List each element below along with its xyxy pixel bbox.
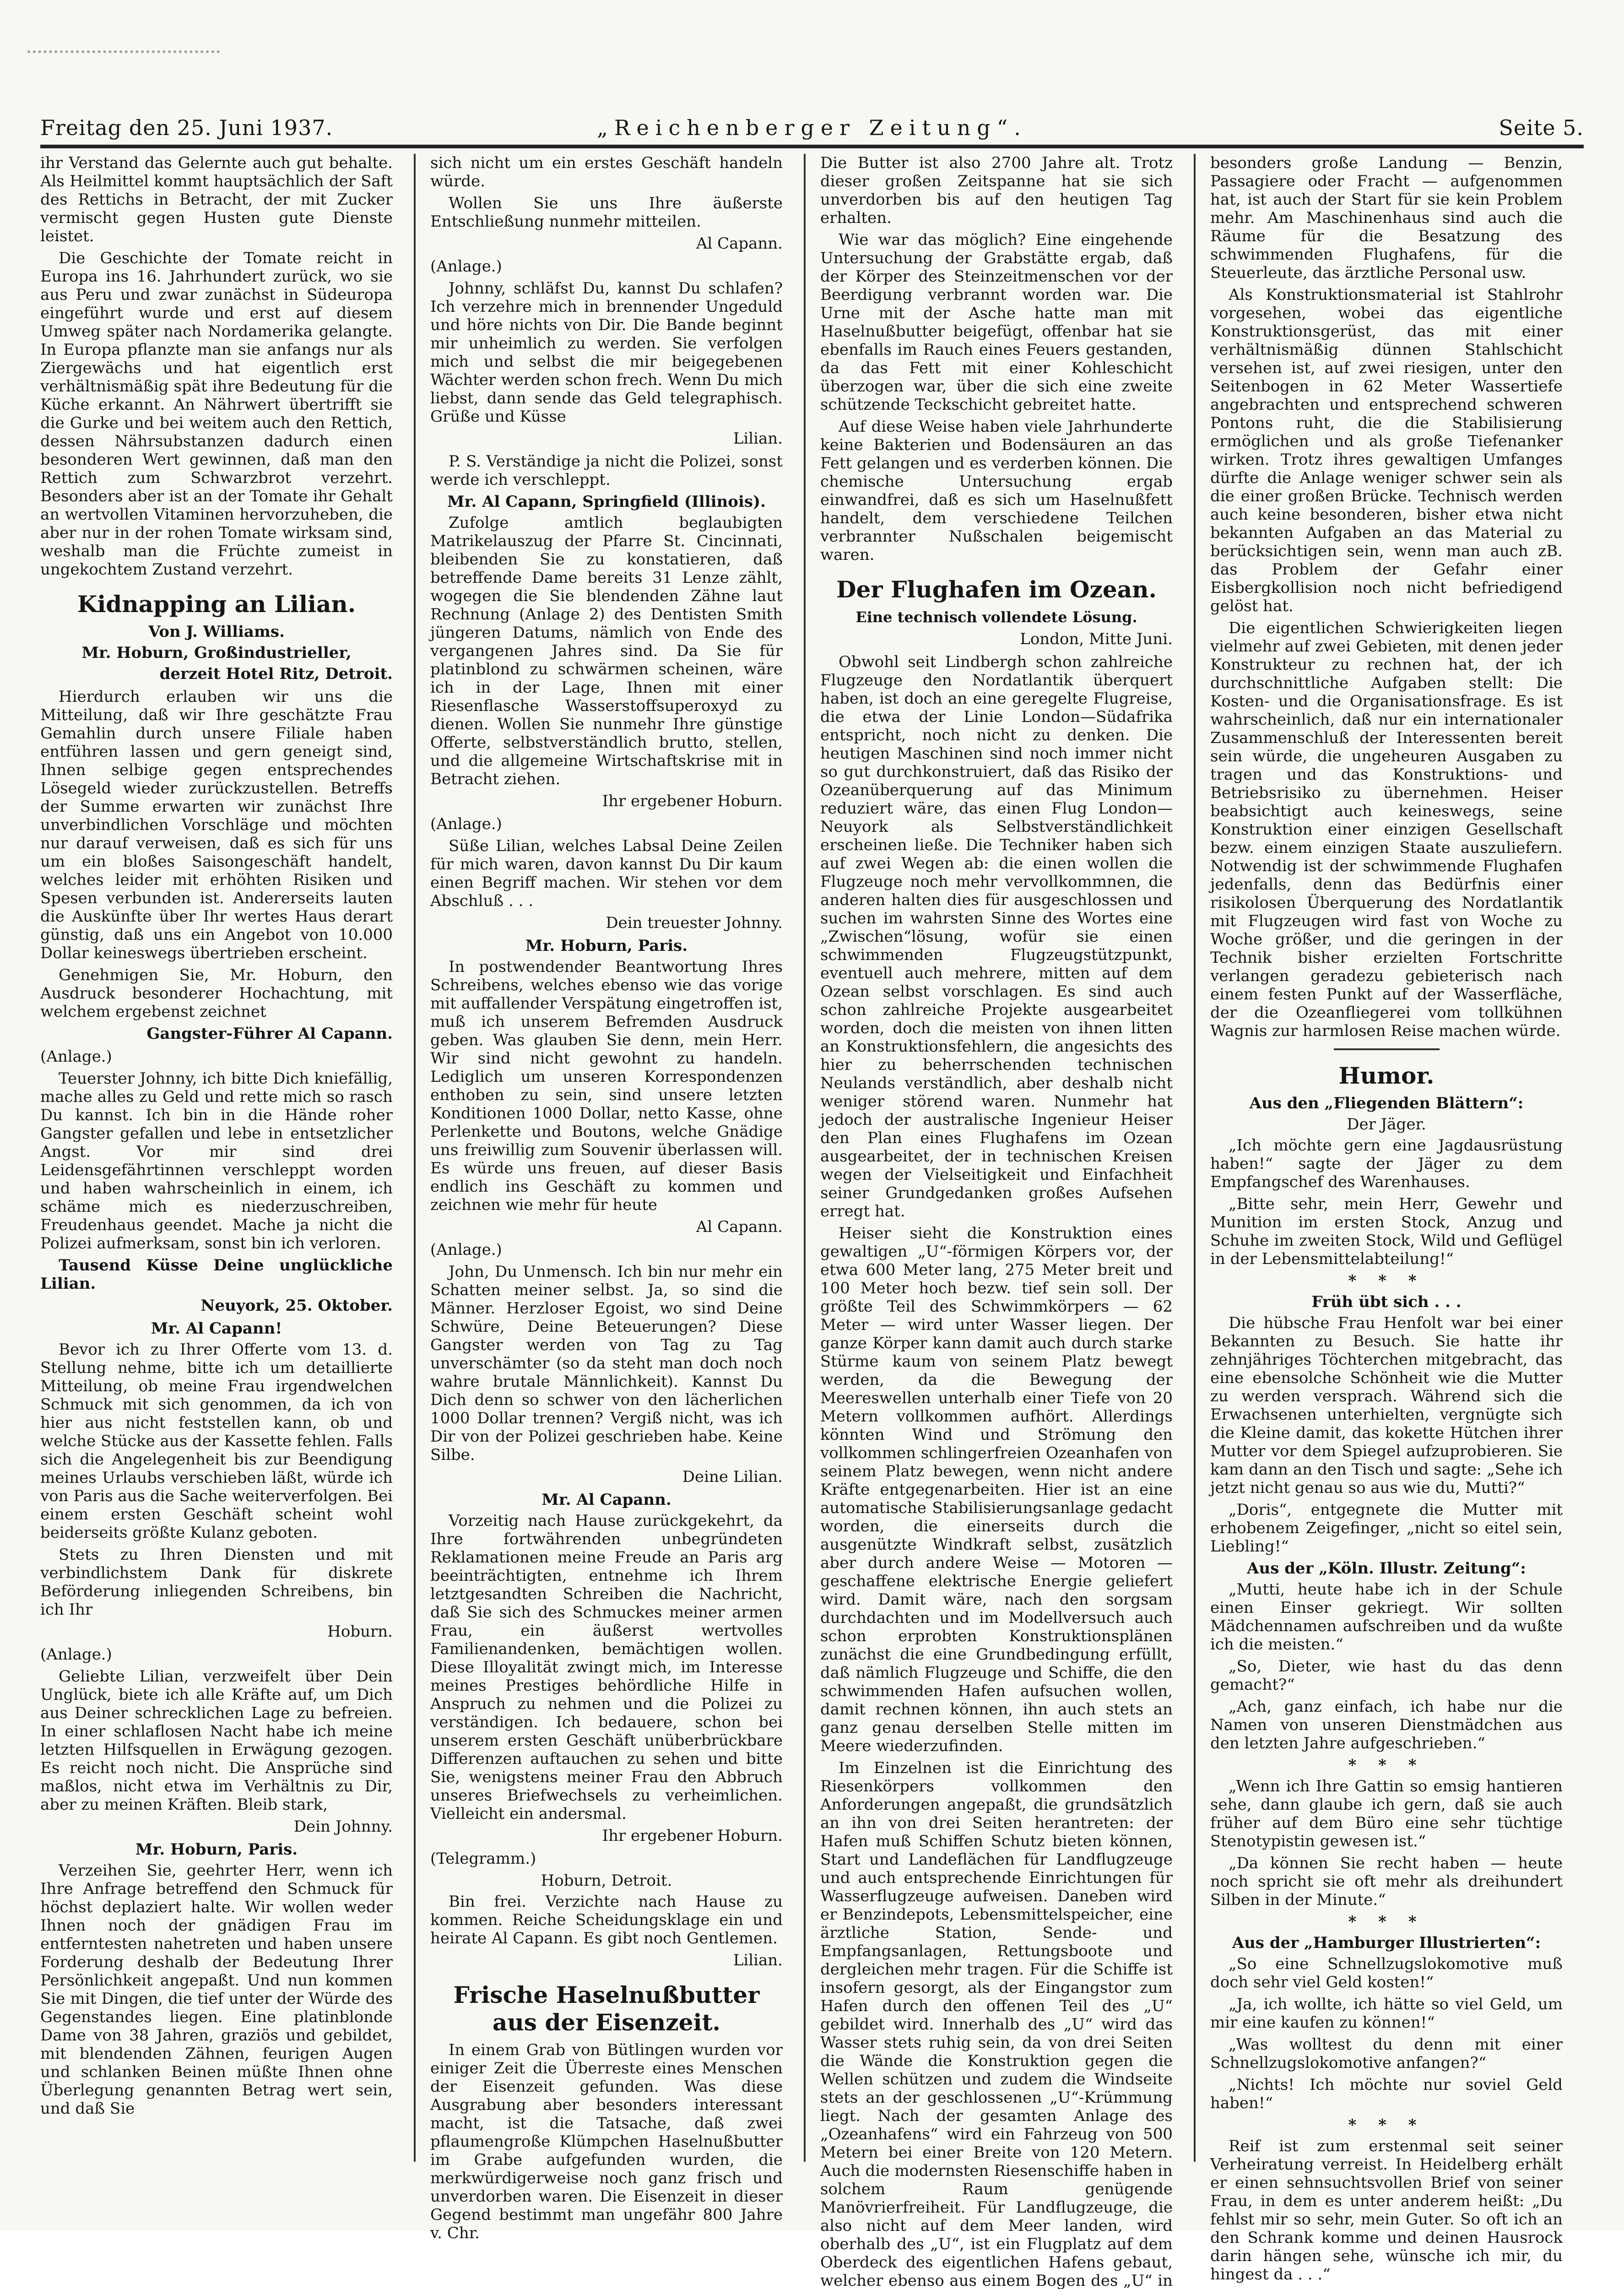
- header-date: Freitag den 25. Juni 1937.: [40, 115, 333, 140]
- separator-stars: * * *: [1348, 2116, 1425, 2134]
- paragraph: Süße Lilian, welches Labsal Deine Zeilen für mich waren, davon kannst Du Dir kaum einen Begriff machen. Wir stehen vor dem Abschluß . . .: [430, 837, 783, 910]
- paragraph: Bin frei. Verzichte nach Hause zu kommen. Reiche Scheidungsklage ein und heirate Al Capann. Es gibt noch Gentlemen.: [430, 1893, 783, 1947]
- column-1: [40, 154, 393, 2162]
- paragraph: Heiser sieht die Konstruktion eines gewaltigen „U“-förmigen Körpers vor, der etwa 600 Meter lang, 275 Meter breit und 100 Meter hoch bezw. tief sein soll. Der größte Teil des Schwimmkörpers — 62 Meter — wird unter Wasser liegen. Der ganze Körper kann damit auch durch starke Stürme kaum von seinem Platz bewegt werden, da die Bewegung der Meereswellen unterhalb einer Tiefe von 20 Metern vollkommen aufhört. Allerdings könnten Wind und Strömung den vollkommen schlingerfreien Ozeanhafen von seinem Platz bewegen, wenn nicht andere Kräfte entgegenarbeiten. Hier ist an eine automatische Stabilisierungsanlage gedacht worden, die einerseits durch die ausgenützte Windkraft selbst, zusätzlich aber durch andere Weise — Motoren — geschaffene elektrische Energie geliefert wird. Damit wäre, nach den sorgsam durchdachten und im Modellversuch auch schon erprobten Konstruktionsplänen zunächst die eine Grundbedingung erfüllt, daß nämlich Flugzeuge und Schiffe, die den schwimmenden Hafen aufsuchen wollen, damit rechnen können, ihn auch stets an ganz genau derselben Stelle mitten im Meere wiederzufinden.: [820, 1224, 1173, 1755]
- column-rule: [1194, 154, 1196, 2162]
- paragraph: „Ach, ganz einfach, ich habe nur die Namen von unseren Dienstmädchen aus den letzten Jahre aufgeschrieben.“: [1210, 1698, 1563, 1752]
- paragraph: ihr Verstand das Gelernte auch gut behalte. Als Heilmittel kommt hauptsächlich der Saft des Rettichs in Betracht, der mit Zucker vermischt gegen Husten gute Dienste leistet.: [40, 154, 393, 245]
- paragraph: Verzeihen Sie, geehrter Herr, wenn ich Ihre Anfrage betreffend den Schmuck für höchst deplaziert halte. Wir wollen weder Ihnen noch der gnädigen Frau im entferntesten nahetreten und haben unsere Forderung deshalb der Bedeutung Ihrer Persönlichkeit angepaßt. Und nun kommen Sie mit Dingen, die tief unter der Würde des Gegenstandes liegen. Eine platinblonde Dame von 38 Jahren, graziös und gebildet, mit blendenden Zähnen, feurigen Augen und schlanken Beinen müßte Ihnen ohne Überlegung genannten Betrag wert sein, und daß Sie: [40, 1861, 393, 2118]
- letter-signature: Al Capann.: [696, 234, 783, 253]
- paragraph: „Doris“, entgegnete die Mutter mit erhobenem Zeigefinger, „nicht so eitel sein, Liebling!“: [1210, 1501, 1563, 1556]
- letter-signature: Lilian.: [733, 1951, 783, 1969]
- header-masthead: „Reichenberger Zeitung“.: [597, 115, 1027, 140]
- section-divider: [1334, 1048, 1440, 1050]
- section-headline: Humor.: [1338, 1062, 1435, 1089]
- paragraph: Die Geschichte der Tomate reicht in Europa ins 16. Jahrhundert zurück, wo sie aus Peru und zwar zunächst in Südeuropa eingeführt wurde und erst auf diesem Umweg später nach Nordamerika gelangte. In Europa pflanzte man sie anfangs nur als Ziergewächs und hat eigentlich erst verhältnismäßig spät ihre Bedeutung für die Küche erkannt. An Nährwert übertrifft sie die Gurke und bei weitem auch den Rettich, dessen Nährsubstanzen dadurch einen besonderen Wert gewinnen, daß man den Rettich zum Schwarzbrot verzehrt. Besonders aber ist an der Tomate ihr Gehalt an wertvollen Vitaminen hervorzuheben, die aber nur in der rohen Tomate wirksam sind, weshalb man die Früchte zumeist in ungekochtem Zustand verzehrt.: [40, 249, 393, 579]
- paragraph: „Ja, ich wollte, ich hätte so viel Geld, um mir eine kaufen zu können!“: [1210, 1995, 1563, 2032]
- letter-signature: Dein treuester Johnny.: [606, 914, 783, 932]
- enclosure-label: (Anlage.): [430, 815, 502, 833]
- paragraph: Hierdurch erlauben wir uns die Mitteilung, daß wir Ihre geschätzte Frau Gemahlin durch unsere Filiale haben entführen lassen und gern geneigt sind, Ihnen selbige gegen entsprechendes Lösegeld wieder zurückzustellen. Betreffs der Summe erwarten wir zunächst Ihre unverbindlichen Vorschläge und möchten nur darauf verweisen, daß es sich für uns um ein bloßes Saisongeschäft handelt, welches leider mit erhöhten Risiken und Spesen verbunden ist. Andererseits lauten die Auskünfte über Ihr wertes Haus derart günstig, daß uns ein Angebot von 10.000 Dollar keineswegs übertrieben erscheint.: [40, 688, 393, 962]
- paragraph: „So, Dieter, wie hast du das denn gemacht?“: [1210, 1657, 1563, 1694]
- paragraph: In postwendender Beantwortung Ihres Schreibens, welches ebenso wie das vorige mit auffallender Verspätung eingetroffen ist, muß ich unserem Befremden Ausdruck geben. Was glauben Sie denn, mein Herr. Wir sind nicht gewohnt zu handeln. Lediglich um unseren Korrespondenzen enthoben zu sein, sind unsere letzten Konditionen 1000 Dollar, netto Kasse, ohne Perlenkette und Boutons, welche Gnädige uns freiwillig zum Souvenir überlassen will. Es würde uns freuen, auf dieser Basis endlich ins Geschäft zu kommen und zeichnen wie mehr für heute: [430, 958, 783, 1214]
- joke-source: Aus der „Köln. Illustr. Zeitung“:: [1247, 1559, 1526, 1578]
- letter-signature: Tausend Küsse Deine unglückliche Lilian.: [40, 1256, 393, 1293]
- enclosure-label: (Anlage.): [40, 1645, 112, 1664]
- paragraph: Genehmigen Sie, Mr. Hoburn, den Ausdruck besonderer Hochachtung, mit welchem ergebenst zeichnet: [40, 966, 393, 1021]
- letter-address: Mr. Hoburn, Paris.: [135, 1840, 298, 1859]
- scan-artifact: [27, 32, 220, 53]
- enclosure-label: (Anlage.): [430, 257, 502, 276]
- joke-source: Aus den „Fliegenden Blättern“:: [1249, 1094, 1524, 1112]
- article-headline: Der Flughafen im Ozean.: [836, 576, 1157, 603]
- paragraph: Als Konstruktionsmaterial ist Stahlrohr vorgesehen, wobei das eigentliche Konstruktionsgerüst, das mit einer verhältnismäßig dünnen Stahlschicht versehen ist, auf zwei riesigen, unter den Seitenbogen in 62 Meter Wassertiefe angebrachten und entsprechend schweren Pontons ruht, die die Stabilisierung ermöglichen und als große Tiefenanker wirken. Trotz ihres gewaltigen Umfanges dürfte die Anlage weniger schwer sein als die einer großen Brücke. Technisch werden auch keine besonderen, bisher etwa nicht bekannten Aufgaben an das Material zu berücksichtigen sein, wenn man auch zB. das Problem der Gefahr einer Eisbergkollision noch nicht befriedigend gelöst hat.: [1210, 286, 1563, 615]
- paragraph: Die eigentlichen Schwierigkeiten liegen vielmehr auf zwei Gebieten, mit denen jeder Konstrukteur zu rechnen hat, der ich durchschnittliche Aufgaben stellt: Die Kosten- und die Organisationsfrage. Es ist wahrscheinlich, daß nur ein internationaler Zusammenschluß der Interessenten bereit sein würde, die ungeheuren Ausgaben zu tragen und das Konstruktions- und Betriebsrisiko zu übernehmen. Heiser beabsichtigt auch keineswegs, seine Konstruktion einer einzigen Gesellschaft bezw. einem einzigen Staate auszuliefern. Notwendig ist der schwimmende Flughafen jedenfalls, denn das Bedürfnis einer risikolosen Überquerung des Nordatlantik mit Flugzeugen wird fast von Woche zu Woche größer, und die geringen in der Technik bisher erzielten Fortschritte verlangen geradezu gebieterisch nach einem festen Punkt auf der Wasserfläche, der die Ozeanfliegerei vom tollkühnen Wagnis zur harmlosen Reise machen würde.: [1210, 619, 1563, 1040]
- paragraph: Die hübsche Frau Henfolt war bei einer Bekannten zu Besuch. Sie hatte ihr zehnjähriges Töchterchen mitgebracht, das eine ebensolche Schönheit wie die Mutter zu werden versprach. Während sich die Erwachsenen unterhielten, vergnügte sich die Kleine damit, das kokette Hütchen ihrer Mutter vor dem Spiegel aufzuprobieren. Sie kam dann an den Tisch und sagte: „Sehe ich jetzt nicht genau so aus wie du, Mutti?“: [1210, 1314, 1563, 1497]
- paragraph: Wollen Sie uns Ihre äußerste Entschließung nunmehr mitteilen.: [430, 194, 783, 231]
- enclosure-label: (Telegramm.): [430, 1850, 536, 1868]
- separator-stars: * * *: [1348, 1913, 1425, 1931]
- paragraph: Auf diese Weise haben viele Jahrhunderte keine Bakterien und Bodensäuren an das Fett gelangen und es verderben können. Die chemische Untersuchung ergab einwandfrei, daß es sich um Haselnußfett handelt, dem verschiedene Teilchen verbrannter Nußschalen beigemischt waren.: [820, 418, 1173, 564]
- paragraph: „Da können Sie recht haben — heute noch spricht sie oft mehr als dreihundert Silben in der Minute.“: [1210, 1854, 1563, 1909]
- paragraph: John, Du Unmensch. Ich bin nur mehr ein Schatten meiner selbst. Ja, so sind die Männer. Herzloser Egoist, wo sind Deine Schwüre, Deine Beteuerungen? Diese Gangster werden von Tag zu Tag unverschämter (so da steht man doch noch wahre brutale Männlichkeit). Kannst Du Dich denn so schwer von den lächerlichen 1000 Dollar trennen? Vergiß nicht, was ich Dir von der Polizei geschrieben habe. Keine Silbe.: [430, 1263, 783, 1464]
- dateline: London, Mitte Juni.: [1020, 630, 1173, 648]
- paragraph: „Mutti, heute habe ich in der Schule einen Einser gekriegt. Wir sollten Mädchennamen aufschreiben und da wußte ich die meisten.“: [1210, 1580, 1563, 1654]
- paragraph: Bevor ich zu Ihrer Offerte vom 13. d. Stellung nehme, bitte ich um detaillierte Mitteilung, ob meine Frau irgendwelchen Schmuck mit sich genommen, da ich von hier aus nicht feststellen kann, ob und welche Stücke aus der Kassette fehlen. Falls sich die Angelegenheit bis zur Beendigung meines Urlaubs verschieben läßt, würde ich von Paris aus die Sache weiterverfolgen. Bei einem ersten Geschäft scheint wohl beiderseits größte Kulanz geboten.: [40, 1340, 393, 1542]
- column-4: [1210, 154, 1563, 2284]
- column-rule: [804, 154, 806, 2162]
- paragraph: Obwohl seit Lindbergh schon zahlreiche Flugzeuge den Nordatlantik überquert haben, ist doch an eine geregelte Flugreise, die etwa der Linie London—Südafrika entspricht, noch nicht zu denken. Die heutigen Maschinen sind noch immer nicht so gut durchkonstruiert, daß das Risiko der Ozeanüberquerung auf das Minimum reduziert wäre, das einen Flug London—Neuyork als Selbstverständlichkeit erscheinen ließe. Die Techniker haben sich auf zwei Wegen ab: die einen wollen die Flugzeuge noch mehr vervollkommnen, die anderen halten dies für ausgeschlossen und suchen im wahrsten Sinne des Wortes eine „Zwischen“lösung, wofür sie einen schwimmenden Flugzeugstützpunkt, eventuell auch mehrere, mitten auf dem Ozean selbst vorschlagen. Es sind auch schon zahlreiche Projekte ausgearbeitet worden, doch die meisten von ihnen litten an Konstruktionsfehlern, die angesichts des hier zu beherrschenden technischen Neulands verständlich, aber deshalb nicht weniger störend waren. Nunmehr hat jedoch der australische Ingenieur Heiser den Plan eines Flughafens im Ozean ausgearbeitet, der in technischen Kreisen wegen der Vielseitigkeit und Einfachheit seiner Grundgedanken großes Aufsehen erregt hat.: [820, 653, 1173, 1220]
- page-header: [40, 105, 1584, 148]
- paragraph: „So eine Schnellzugslokomotive muß doch sehr viel Geld kosten!“: [1210, 1955, 1563, 1991]
- letter-address: Mr. Al Capann, Springfield (Illinois).: [447, 493, 766, 511]
- separator-stars: * * *: [1348, 1756, 1425, 1774]
- article-headline: Kidnapping an Lilian.: [77, 591, 356, 618]
- letter-address: Mr. Hoburn, Paris.: [525, 937, 688, 955]
- enclosure-label: (Anlage.): [430, 1241, 502, 1259]
- column-2: [430, 154, 783, 2242]
- paragraph: „Wenn ich Ihre Gattin so emsig hantieren sehe, dann glaube ich gern, daß sie auch früher auf dem Büro eine sehr tüchtige Stenotypistin gewesen ist.“: [1210, 1777, 1563, 1850]
- article-headline: Frische Haselnußbutter aus der Eisenzeit.: [453, 1981, 760, 2036]
- paragraph: Stets zu Ihren Diensten und mit verbindlichstem Dank für diskrete Beförderung inliegenden Schreibens, bin ich Ihr: [40, 1546, 393, 1619]
- paragraph: P. S. Verständige ja nicht die Polizei, sonst werde ich verschleppt.: [430, 452, 783, 489]
- letter-address: Mr. Al Capann.: [541, 1491, 671, 1509]
- paragraph: Zufolge amtlich beglaubigten Matrikelauszug der Pfarre St. Cincinnati, bleibenden Sie zu konstatieren, daß betreffende Dame bereits 31 Lenze zählt, wogegen die Sie blendenden Zähne laut Rechnung (Anlage 2) des Dentisten Smith jüngeren Datums, nämlich von Ende des vergangenen Jahres sind. Da Sie für platinblond zu schwärmen scheinen, wäre ich in der Lage, Ihnen mit einer Riesenflasche Wasserstoffsuperoxyd zu dienen. Wollen Sie nunmehr Ihre günstige Offerte, selbstverständlich brutto, stellen, und die allgemeine Wirtschaftskrise mit in Betracht ziehen.: [430, 514, 783, 788]
- separator-stars: * * *: [1348, 1272, 1425, 1290]
- article-subheadline: Eine technisch vollendete Lösung.: [855, 608, 1137, 626]
- letter-signature: Al Capann.: [696, 1218, 783, 1236]
- letter-signature: Ihr ergebener Hoburn.: [602, 792, 783, 810]
- paragraph: Geliebte Lilian, verzweifelt über Dein Unglück, biete ich alle Kräfte auf, um Dich aus Deiner schrecklichen Lage zu befreien. In einer schlaflosen Nacht habe ich meine letzten Hilfsquellen in Erwägung gezogen. Es reicht noch nicht. Die Ansprüche sind maßlos, nicht etwa im Verhältnis zu Dir, aber zu meinen Kräften. Bleib stark,: [40, 1667, 393, 1814]
- paragraph: besonders große Landung — Benzin, Passagiere oder Fracht — aufgenommen hat, ist auch der Start für sie kein Problem mehr. Am Maschinenhaus sind auch die Räume für die Besatzung des schwimmenden Flughafens, für die Steuerleute, das ärztliche Personal usw.: [1210, 154, 1563, 282]
- joke-source: Aus der „Hamburger Illustrierten“:: [1232, 1934, 1541, 1952]
- paragraph: Teuerster Johnny, ich bitte Dich kniefällig, mache alles zu Geld und rette mich so rasch Du kannst. Ich bin in die Hände roher Gangster gefallen und lebe in entsetzlicher Angst. Vor mir sind drei Leidensgefährtinnen verschleppt worden und haben wahrscheinlich in einem, ich schäme mich es niederzuschreiben, Freudenhaus geendet. Mache ja nicht die Polizei aufmerksam, sonst bin ich verloren.: [40, 1069, 393, 1253]
- paragraph: Die Butter ist also 2700 Jahre alt. Trotz dieser großen Zeitspanne hat sie sich unverdorben bis auf den heutigen Tag erhalten.: [820, 154, 1173, 227]
- paragraph: „Was wolltest du denn mit einer Schnellzugslokomotive anfangen?“: [1210, 2035, 1563, 2072]
- letter-date: Neuyork, 25. Oktober.: [200, 1296, 393, 1315]
- paragraph: Johnny, schläfst Du, kannst Du schlafen? Ich verzehre mich in brennender Ungeduld und höre nichts von Dir. Die Bande beginnt mir unheimlich zu werden. Sie verfolgen mich und selbst die mir beigegebenen Wächter werden schon frech. Wenn Du mich liebst, dann sende das Geld telegraphisch. Grüße und Küsse: [430, 279, 783, 426]
- letter-address: Mr. Hoburn, Großindustrieller,: [81, 644, 352, 662]
- paragraph: „Ich möchte gern eine Jagdausrüstung haben!“ sagte der Jäger zu dem Empfangschef des Warenhauses.: [1210, 1136, 1563, 1191]
- paragraph: Im Einzelnen ist die Einrichtung des Riesenkörpers vollkommen den Anforderungen angepaßt, die grundsätzlich an ihn von drei Seiten herantreten: der Hafen muß Schiffen Schutz bieten können, Start und Landeflächen für Landflugzeuge und auch entsprechende Einrichtungen für Wasserflugzeuge aufweisen. Daneben wird er Benzindepots, Lebensmittelspeicher, eine ärztliche Station, Sende- und Empfangsanlagen, Rettungsboote und dergleichen mehr tragen. Für die Schiffe ist insofern gesorgt, als der Eingangstor zum Hafen durch den offenen Teil des „U“ gebildet wird. Innerhalb des „U“ wird das Wasser stets ruhig sein, da von drei Seiten die Wände die Konstruktion gegen die Wellen schützen und zudem die Windseite stets an der geschlossenen „U“-Krümmung liegt. Nach der gesamten Anlage des „Ozeanhafens“ wird ein Fahrzeug von 500 Metern bei einer Breite von 120 Metern. Auch die modernsten Riesenschiffe haben in solchem Raum genügende Manövrierfreiheit. Für Landflugzeuge, die also nicht auf dem Meer landen, wird oberhalb des „U“, ist ein Flugplatz auf dem Oberdeck des eigentlichen Hafens gebaut, welcher ebenso aus einem Bogen des „U“ in: [820, 1759, 1173, 2289]
- letter-address: Mr. Al Capann!: [151, 1319, 282, 1338]
- paragraph: In einem Grab von Bütlingen wurden vor einiger Zeit die Überreste eines Menschen der Eisenzeit gefunden. Was diese Ausgrabung aber besonders interessant macht, ist die Tatsache, daß zwei pflaumengroße Klümpchen Haselnußbutter im Grabe aufgefunden wurden, die merkwürdigerweise noch ganz frisch und unverdorben waren. Die Eisenzeit in dieser Gegend bestimmt man ungefähr 800 Jahre v. Chr.: [430, 2041, 783, 2242]
- byline: Von J. Williams.: [148, 623, 285, 641]
- paragraph: Reif ist zum erstenmal seit seiner Verheiratung verreist. In Heidelberg erhält er einen sehnsuchtsvollen Brief von seiner Frau, in dem es unter anderem heißt: „Du fehlst mir so sehr, mein Guter. So oft ich an den Schrank komme und deinen Hausrock darin hängen sehe, wünsche ich mir, du hingest da . . .“: [1210, 2137, 1563, 2284]
- letter-signature: Ihr ergebener Hoburn.: [602, 1827, 783, 1845]
- joke-title: Früh übt sich . . .: [1311, 1293, 1462, 1311]
- letter-address: Hoburn, Detroit.: [541, 1871, 672, 1890]
- header-page-number: Seite 5.: [1499, 115, 1584, 140]
- enclosure-label: (Anlage.): [40, 1047, 112, 1066]
- joke-title: Der Jäger.: [1347, 1115, 1426, 1134]
- letter-address: derzeit Hotel Ritz, Detroit.: [159, 665, 393, 683]
- column-rule: [414, 154, 416, 2162]
- paragraph: „Nichts! Ich möchte nur soviel Geld haben!“: [1210, 2076, 1563, 2112]
- paragraph: Vorzeitig nach Hause zurückgekehrt, da Ihre fortwährenden unbegründeten Reklamationen meine Freude an Paris arg beeinträchtigten, entnehme ich Ihrem letztgesandten Schreiben die Nachricht, daß Sie sich des Schmuckes meiner armen Frau, ein äußerst wertvolles Familienandenken, bemächtigen wollen. Diese Illoyalität zwingt mich, im Interesse meines Prestiges behördliche Hilfe in Anspruch zu nehmen und die Polizei zu verständigen. Ich bedauere, schon bei unserem ersten Geschäft unüberbrückbare Differenzen auftauchen zu sehen und bitte Sie, wenigstens meiner Frau den Abbruch unseres Briefwechsels zu verheimlichen. Vielleicht ein andersmal.: [430, 1512, 783, 1823]
- letter-signature: Gangster-Führer Al Capann.: [146, 1025, 393, 1043]
- paragraph: Wie war das möglich? Eine eingehende Untersuchung der Grabstätte ergab, daß der Körper des Steinzeitmenschen vor der Beerdigung verbrannt worden war. Die Urne mit der Asche hatte man mit Haselnußbutter beigefügt, offenbar hat sie ebenfalls im Rauch eines Feuers gestanden, da das Fett mit einer Kohleschicht überzogen war, über die sich eine zweite schützende Teckschicht gebreitet hatte.: [820, 231, 1173, 414]
- letter-signature: Dein Johnny.: [293, 1817, 393, 1836]
- column-3: [820, 154, 1173, 2289]
- paragraph: sich nicht um ein erstes Geschäft handeln würde.: [430, 154, 783, 190]
- paragraph: „Bitte sehr, mein Herr, Gewehr und Munition im ersten Stock, Anzug und Schuhe im zweiten Stock, Wild und Geflügel in der Lebensmittelabteilung!“: [1210, 1195, 1563, 1268]
- letter-signature: Deine Lilian.: [682, 1468, 783, 1486]
- letter-signature: Lilian.: [733, 429, 783, 448]
- letter-signature: Hoburn.: [327, 1622, 393, 1641]
